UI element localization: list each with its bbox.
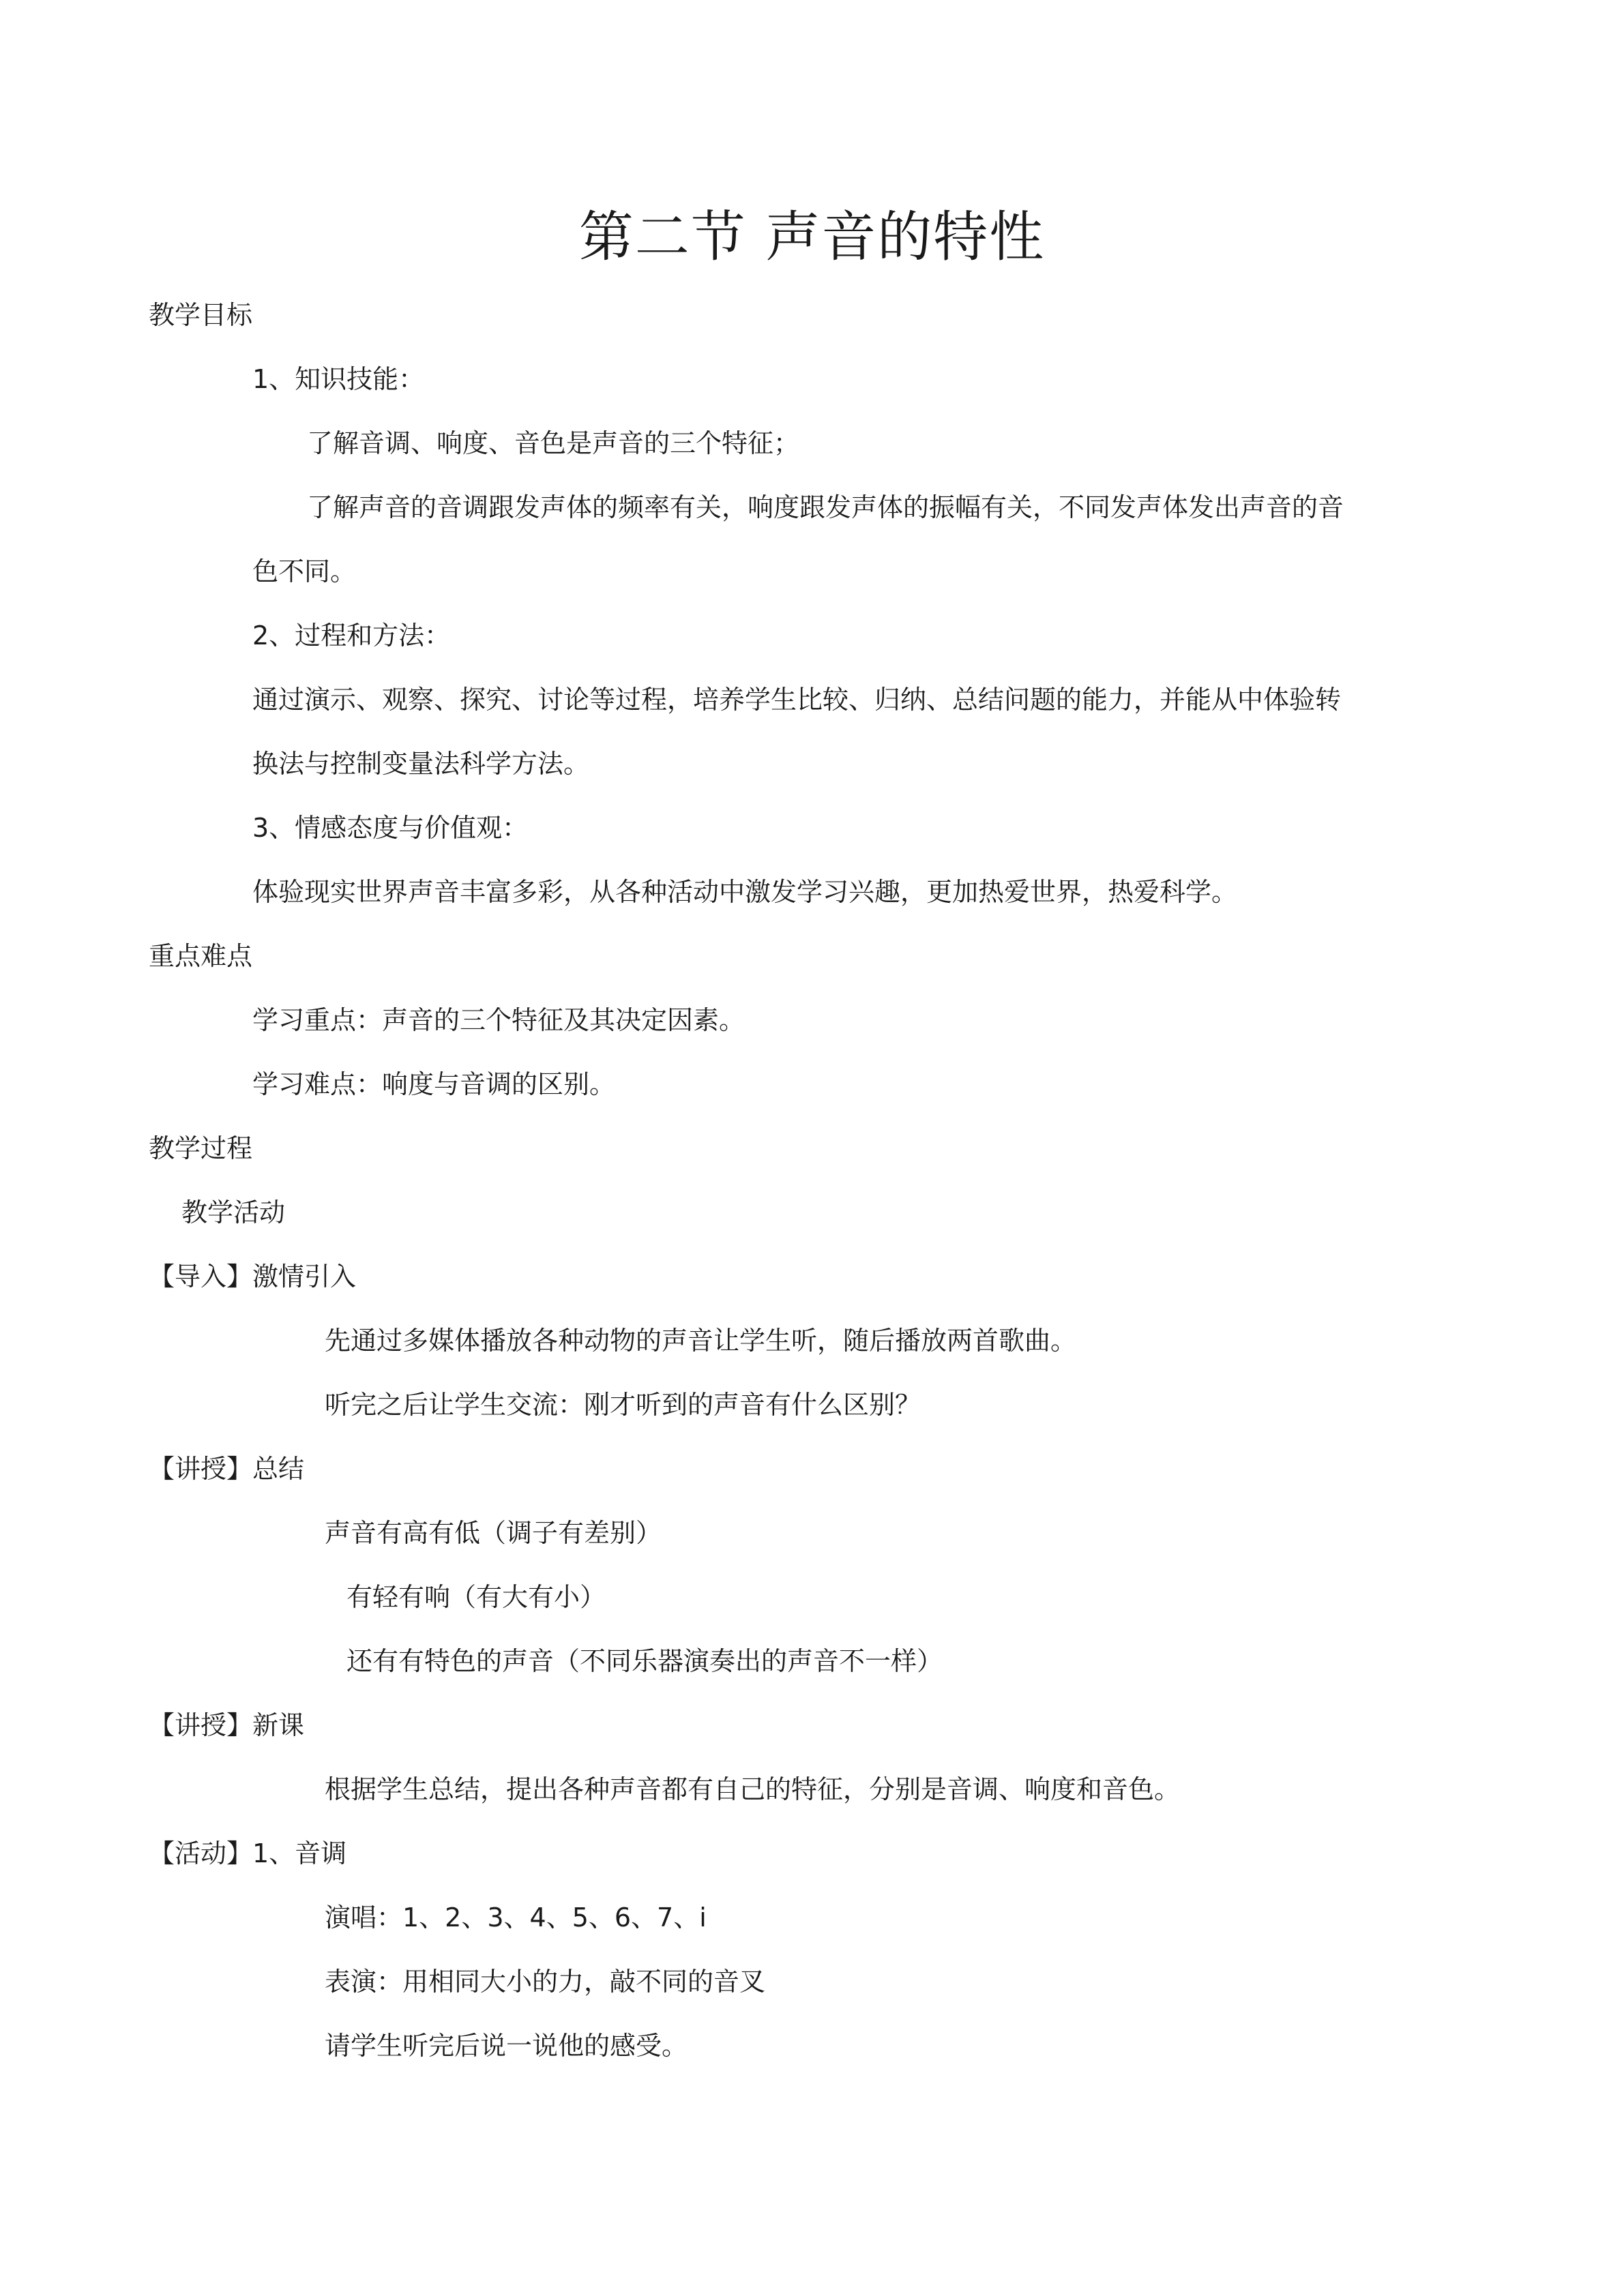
objectives-heading: 教学目标: [149, 300, 253, 330]
page-title: 第二节 声音的特性: [578, 205, 1046, 269]
activity-line: 请学生听完后说一说他的感受。: [325, 2031, 688, 2061]
objective-process-line: 换法与控制变量法科学方法。: [252, 749, 590, 779]
intro-line: 先通过多媒体播放各种动物的声音让学生听，随后播放两首歌曲。: [325, 1326, 1077, 1356]
activity-label: 【活动】1、音调: [149, 1838, 347, 1868]
new-lesson-label: 【讲授】新课: [149, 1710, 305, 1740]
process-subheading: 教学活动: [181, 1197, 286, 1227]
objective-knowledge-line: 了解音调、响度、音色是声音的三个特征；: [307, 428, 800, 458]
activity-line: 表演：用相同大小的力，敲不同的音叉: [325, 1967, 766, 1997]
process-heading: 教学过程: [149, 1133, 253, 1163]
key-point-line: 学习重点：声音的三个特征及其决定因素。: [252, 1005, 745, 1035]
objective-attitude-line: 体验现实世界声音丰富多彩，从各种活动中激发学习兴趣，更加热爱世界，热爱科学。: [252, 877, 1238, 907]
intro-label: 【导入】激情引入: [149, 1262, 357, 1292]
objective-knowledge-line: 色不同。: [252, 556, 357, 586]
intro-line: 听完之后让学生交流：刚才听到的声音有什么区别？: [325, 1390, 921, 1420]
summary-line: 声音有高有低（调子有差别）: [325, 1518, 662, 1548]
objective-knowledge-line: 了解声音的音调跟发声体的频率有关，响度跟发声体的振幅有关，不同发声体发出声音的音: [307, 492, 1344, 522]
summary-label: 【讲授】总结: [149, 1454, 305, 1484]
key-points-heading: 重点难点: [149, 941, 253, 971]
activity-line: 演唱：1、2、3、4、5、6、7、i: [325, 1903, 707, 1933]
objective-process-heading: 2、过程和方法：: [252, 621, 451, 651]
objective-knowledge-heading: 1、知识技能：: [252, 364, 425, 394]
summary-line: 有轻有响（有大有小）: [346, 1582, 606, 1612]
summary-line: 还有有特色的声音（不同乐器演奏出的声音不一样）: [346, 1646, 943, 1676]
key-point-line: 学习难点：响度与音调的区别。: [252, 1069, 616, 1099]
new-lesson-line: 根据学生总结，提出各种声音都有自己的特征，分别是音调、响度和音色。: [325, 1774, 1181, 1804]
objective-attitude-heading: 3、情感态度与价值观：: [252, 813, 529, 843]
objective-process-line: 通过演示、观察、探究、讨论等过程，培养学生比较、归纳、总结问题的能力，并能从中体验转: [252, 685, 1342, 715]
